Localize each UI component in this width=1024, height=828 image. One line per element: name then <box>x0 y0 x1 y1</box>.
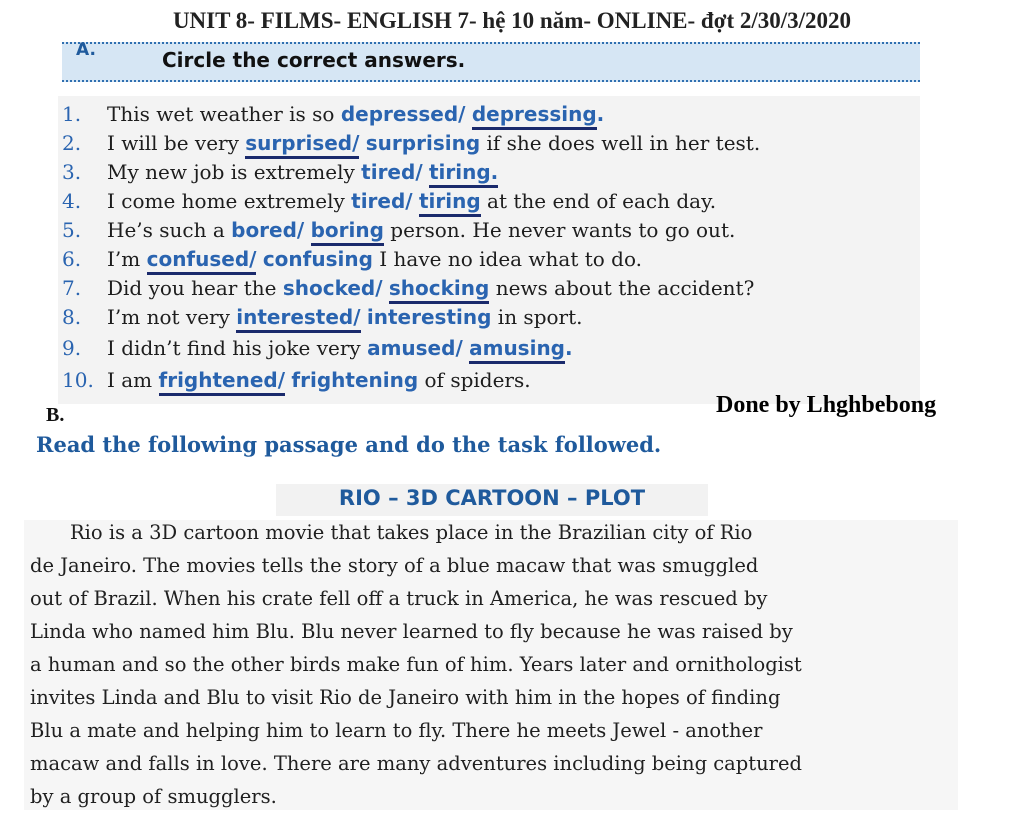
option-2-selected: tiring <box>419 189 481 217</box>
question-3 <box>62 160 498 188</box>
option-2: interesting <box>366 305 492 329</box>
question-6 <box>62 247 642 275</box>
option-2: frightening <box>291 368 419 392</box>
question-4 <box>62 189 716 217</box>
passage-line: Linda who named him Blu. Blu never learned to fly because he was raised by <box>30 620 793 643</box>
question-text: I’m not very <box>107 305 237 329</box>
question-text: My new job is extremely <box>107 160 362 184</box>
option-1: tired/ <box>361 160 423 184</box>
passage-line: macaw and falls in love. There are many adventures including being captured <box>30 752 803 775</box>
question-5 <box>62 218 735 246</box>
section-a-instruction: Circle the correct answers. <box>162 48 466 72</box>
question-number: 9. <box>62 336 82 360</box>
question-text: This wet weather is so <box>107 102 341 126</box>
section-a-label: A. <box>76 40 96 60</box>
option-1: amused/ <box>367 336 463 360</box>
passage-line: Rio is a 3D cartoon movie that takes place in the Brazilian city of Rio <box>70 521 753 544</box>
question-number: 5. <box>62 218 82 242</box>
option-2-selected: shocking <box>389 276 489 304</box>
option-1: shocked/ <box>282 276 383 300</box>
question-10 <box>62 368 531 396</box>
question-suffix: of spiders. <box>418 368 531 392</box>
option-2-selected: boring <box>311 218 384 246</box>
section-b-instruction: Read the following passage and do the task followed. <box>36 432 662 457</box>
signature: Done by Lhghbebong <box>716 392 937 418</box>
option-1: tired/ <box>351 189 413 213</box>
question-number: 10. <box>62 368 94 392</box>
passage-line: de Janeiro. The movies tells the story of a blue macaw that was smuggled <box>30 554 759 577</box>
question-suffix: at the end of each day. <box>480 189 717 213</box>
question-suffix: person. He never wants to go out. <box>383 218 736 242</box>
question-7 <box>62 276 754 304</box>
option-2-selected: depressing <box>472 102 597 130</box>
question-text: Did you hear the <box>107 276 283 300</box>
passage-line: a human and so the other birds make fun of him. Years later and ornithologist <box>30 653 802 676</box>
question-text: I’m <box>107 247 147 271</box>
question-number: 7. <box>62 276 82 300</box>
question-8 <box>62 305 583 333</box>
passage-line: out of Brazil. When his crate fell off a truck in America, he was rescued by <box>30 587 768 610</box>
question-number: 2. <box>62 131 82 155</box>
question-number: 3. <box>62 160 82 184</box>
option-1-selected: confused/ <box>147 247 257 275</box>
question-text: I come home extremely <box>107 189 352 213</box>
question-number: 6. <box>62 247 82 271</box>
option-2-selected: tiring. <box>429 160 498 188</box>
question-text: I didn’t find his joke very <box>107 336 368 360</box>
question-suffix: in sport. <box>491 305 583 329</box>
option-1-selected: frightened/ <box>159 368 286 396</box>
option-1-selected: surprised/ <box>245 131 359 159</box>
question-suffix: . <box>596 102 605 126</box>
option-2: confusing <box>262 247 373 271</box>
option-2: surprising <box>365 131 481 155</box>
passage-title: RIO – 3D CARTOON – PLOT <box>338 486 646 510</box>
question-text: I will be very <box>107 131 246 155</box>
question-suffix: news about the accident? <box>489 276 755 300</box>
question-number: 4. <box>62 189 82 213</box>
section-b-label: B. <box>46 404 65 426</box>
question-number: 8. <box>62 305 82 329</box>
option-1-selected: interested/ <box>236 305 360 333</box>
question-text: He’s such a <box>107 218 232 242</box>
question-suffix: if she does well in her test. <box>480 131 761 155</box>
question-text: I am <box>107 368 159 392</box>
page-title: UNIT 8- FILMS- ENGLISH 7- hệ 10 năm- ONLINE- đợt 2/30/3/2020 <box>172 8 852 33</box>
option-2-selected: amusing <box>469 336 565 364</box>
passage-line: Blu a mate and helping him to learn to fly. There he meets Jewel - another <box>30 719 763 742</box>
question-suffix: . <box>565 336 573 360</box>
question-1 <box>62 102 604 130</box>
question-number: 1. <box>62 102 82 126</box>
passage-line: by a group of smugglers. <box>30 785 277 808</box>
question-suffix: I have no idea what to do. <box>372 247 643 271</box>
question-2 <box>62 131 760 159</box>
option-1: bored/ <box>231 218 305 242</box>
passage-line: invites Linda and Blu to visit Rio de Janeiro with him in the hopes of finding <box>30 686 781 709</box>
question-9 <box>62 336 573 364</box>
option-1: depressed/ <box>340 102 466 126</box>
